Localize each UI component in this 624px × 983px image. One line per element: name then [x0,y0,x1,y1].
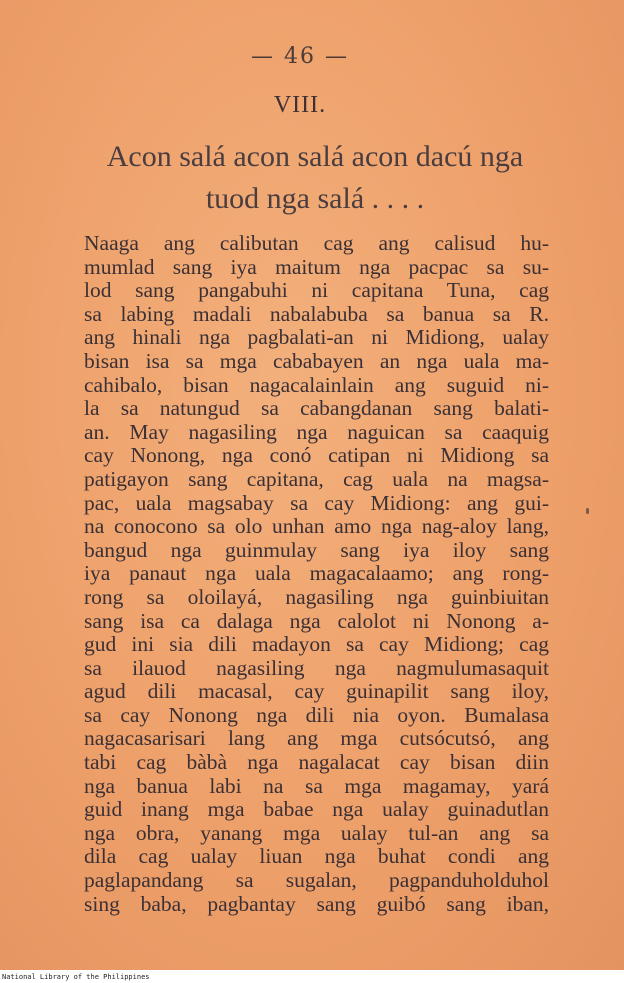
body-line: nga obra, yanang mga ualay tul-an ang sa [84,820,549,845]
body-line: agud dili macasal, cay guinapilit sang iloy, [84,679,549,704]
chapter-title-line: Acon salá acon salá acon dacú nga [106,140,524,173]
body-line: la sa natungud sa cabangdanan sang balati- [84,396,549,421]
ink-speck [586,508,589,514]
body-line: rong sa oloilayá, nagasiling nga guinbiuitan [84,584,549,609]
body-line: Naaga ang calibutan cag ang calisud hu- [84,231,549,255]
body-line: sa ilauod nagasiling nga nagmulumasaquit [84,655,549,680]
chapter-heading: VIII. [273,92,327,118]
body-line: bangud nga guinmulay sang iya iloy sang [84,537,549,562]
body-line: ang hinali nga pagbalati-an ni Midiong, ualay [84,325,549,350]
body-line: patigayon sang capitana, cag uala na magsa- [84,466,549,491]
body-line: guid inang mga babae nga ualay guinadutlan [84,797,549,822]
body-line: nagacasarisari lang ang mga cutsócutsó, ang [84,726,549,751]
body-line: cay Nonong, nga conó catipan ni Midiong sa [84,443,549,468]
body-line: sa labing madali nabalabuba sa banua sa R. [84,301,549,326]
body-line: an. May nagasiling nga naguican sa caaquig [84,419,549,444]
body-line: mumlad sang iya maitum nga pacpac sa su- [84,254,549,279]
body-line: lod sang pangabuhi ni capitana Tuna, cag [84,278,549,303]
body-line: na conocono sa olo unhan amo nga nag-aloy lang, [84,514,549,539]
body-line: paglapandang sa sugalan, pagpanduholduhol [84,868,549,893]
body-line: iya panaut nga uala magacalaamo; ang rong- [84,561,549,586]
body-line: tabi cag bàbà nga nagalacat cay bisan diin [84,750,549,775]
body-line: sa cay Nonong nga dili nia oyon. Bumalasa [84,702,549,727]
body-line: pac, uala magsabay sa cay Midiong: ang gui- [84,490,549,515]
library-credit: National Library of the Philippines [2,973,150,981]
body-line: sang isa ca dalaga nga calolot ni Nonong a- [84,608,549,633]
body-line: nga banua labi na sa mga magamay, yará [84,773,549,798]
body-line: bisan isa sa mga cababayen an nga uala ma- [84,348,549,373]
body-line: gud ini sia dili madayon sa cay Midiong; cag [84,632,549,657]
body-line: sing baba, pagbantay sang guibó sang iban, [84,891,549,916]
body-line: dila cag ualay liuan nga buhat condi ang [84,844,549,869]
chapter-title [70,136,560,220]
page-number: — 46 — [251,44,349,69]
body-text [84,232,549,916]
chapter-title-line: tuod nga salá . . . . [205,182,425,215]
body-line: cahibalo, bisan nagacalainlain ang suguid ni- [84,372,549,397]
